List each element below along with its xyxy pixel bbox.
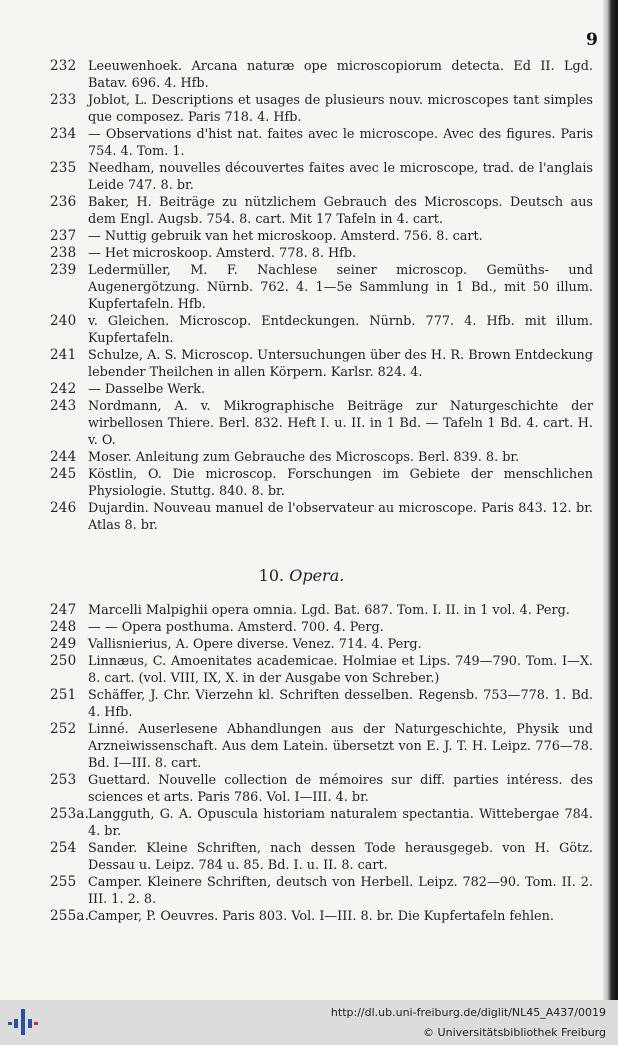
catalog-entry bbox=[50, 721, 593, 772]
entry-number: 236 bbox=[50, 194, 77, 210]
entry-number: 246 bbox=[50, 500, 77, 516]
entry-number: 253 bbox=[50, 772, 77, 788]
catalog-entry bbox=[50, 92, 593, 126]
catalog-entry bbox=[50, 381, 593, 398]
entry-text: v. Gleichen. Microscop. Entdeckungen. Nürnb. 777. 4. Hfb. mit illum. Kupfertafeln. bbox=[88, 314, 593, 346]
entry-text: Schulze, A. S. Microscop. Untersuchungen über des H. R. Brown Entdeckung lebender Theilchen in allen Körpern. Karlsr. 824. 4. bbox=[88, 348, 593, 380]
entry-text: — Dasselbe Werk. bbox=[88, 382, 206, 397]
entry-text: Camper. Kleinere Schriften, deutsch von Herbell. Leipz. 782—90. Tom. II. 2. III. 1. 2. 8. bbox=[88, 875, 593, 907]
catalog-entries-top bbox=[50, 58, 593, 534]
footer-copyright: © Universitätsbibliothek Freiburg bbox=[423, 1026, 606, 1039]
entry-text: Köstlin, O. Die microscop. Forschungen im Gebiete der menschlichen Physiologie. Stuttg. 840. 8. br. bbox=[88, 467, 593, 499]
entry-number: 254 bbox=[50, 840, 77, 856]
entry-text: — Nuttig gebruik van het microskoop. Amsterd. 756. 8. cart. bbox=[88, 229, 483, 244]
entry-number: 253a. bbox=[50, 806, 90, 822]
catalog-entry bbox=[50, 126, 593, 160]
catalog-entry bbox=[50, 58, 593, 92]
catalog-entry bbox=[50, 772, 593, 806]
entry-text: Guettard. Nouvelle collection de mémoires sur diff. parties intéress. des sciences et arts. Paris 786. Vol. I—III. 4. br. bbox=[88, 773, 593, 805]
catalog-entries-bottom bbox=[50, 602, 593, 925]
catalog-entry bbox=[50, 500, 593, 534]
entry-text: Langguth, G. A. Opuscula historiam naturalem spectantia. Wittebergae 784. 4. br. bbox=[88, 807, 593, 839]
section-heading bbox=[0, 566, 603, 585]
book-spine-edge bbox=[603, 0, 618, 1000]
entry-number: 233 bbox=[50, 92, 77, 108]
catalog-entry bbox=[50, 636, 593, 653]
catalog-entry bbox=[50, 619, 593, 636]
entry-number: 255 bbox=[50, 874, 77, 890]
entry-number: 249 bbox=[50, 636, 77, 652]
catalog-entry bbox=[50, 466, 593, 500]
catalog-entry bbox=[50, 245, 593, 262]
entry-number: 237 bbox=[50, 228, 77, 244]
catalog-entry bbox=[50, 653, 593, 687]
entry-number: 235 bbox=[50, 160, 77, 176]
entry-number: 247 bbox=[50, 602, 77, 618]
entry-number: 252 bbox=[50, 721, 77, 737]
entry-text: Sander. Kleine Schriften, nach dessen Tode herausgegeb. von H. Götz. Dessau u. Leipz. 784 u. 85. Bd. I. u. II. 8. cart. bbox=[88, 841, 593, 873]
catalog-entry bbox=[50, 347, 593, 381]
entry-text: Leeuwenhoek. Arcana naturæ ope microscopiorum detecta. Ed II. Lgd. Batav. 696. 4. Hfb. bbox=[88, 59, 593, 91]
university-library-logo-icon bbox=[8, 1007, 38, 1037]
entry-number: 240 bbox=[50, 313, 77, 329]
catalog-entry bbox=[50, 228, 593, 245]
catalog-entry bbox=[50, 602, 593, 619]
entry-text: Vallisnierius, A. Opere diverse. Venez. 714. 4. Perg. bbox=[88, 637, 422, 652]
entry-text: Baker, H. Beiträge zu nützlichem Gebrauch des Microscops. Deutsch aus dem Engl. Augsb. 754. 8. cart. Mit 17 Tafeln in 4. cart. bbox=[88, 195, 593, 227]
entry-number: 250 bbox=[50, 653, 77, 669]
entry-text: Linnæus, C. Amoenitates academicae. Holmiae et Lips. 749—790. Tom. I—X. 8. cart. (vol. VIII, IX, X. in der Ausgabe von Schreber.) bbox=[88, 654, 593, 686]
catalog-entry bbox=[50, 313, 593, 347]
entry-text: Joblot, L. Descriptions et usages de plusieurs nouv. microscopes tant simples que composez. Paris 718. 4. Hfb. bbox=[88, 93, 593, 125]
catalog-entry bbox=[50, 262, 593, 313]
entry-number: 238 bbox=[50, 245, 77, 261]
section-title: Opera. bbox=[289, 566, 345, 585]
catalog-entry bbox=[50, 874, 593, 908]
entry-number: 239 bbox=[50, 262, 77, 278]
entry-number: 242 bbox=[50, 381, 77, 397]
entry-number: 255a. bbox=[50, 908, 90, 924]
catalog-entry bbox=[50, 840, 593, 874]
catalog-entry bbox=[50, 194, 593, 228]
entry-number: 243 bbox=[50, 398, 77, 414]
footer-url-link[interactable]: http://dl.ub.uni-freiburg.de/diglit/NL45_A437/0019 bbox=[330, 1006, 606, 1019]
catalog-entry bbox=[50, 806, 593, 840]
entry-text: Ledermüller, M. F. Nachlese seiner microscop. Gemüths- und Augenergötzung. Nürnb. 762. 4. 1—5e Sammlung in 1 Bd., mit 50 illum. Kupfertafeln. Hfb. bbox=[88, 263, 593, 312]
entry-text: Schäffer, J. Chr. Vierzehn kl. Schriften desselben. Regensb. 753—778. 1. Bd. 4. Hfb. bbox=[88, 688, 593, 720]
entry-number: 245 bbox=[50, 466, 77, 482]
entry-text: Dujardin. Nouveau manuel de l'observateur au microscope. Paris 843. 12. br. Atlas 8. br. bbox=[88, 501, 593, 533]
entry-text: — — Opera posthuma. Amsterd. 700. 4. Perg. bbox=[88, 620, 384, 635]
entry-number: 248 bbox=[50, 619, 77, 635]
entry-text: Needham, nouvelles découvertes faites avec le microscope, trad. de l'anglais Leide 747. 8. br. bbox=[88, 161, 593, 193]
entry-number: 232 bbox=[50, 58, 77, 74]
catalog-entry bbox=[50, 687, 593, 721]
page-number: 9 bbox=[586, 30, 598, 50]
entry-number: 234 bbox=[50, 126, 77, 142]
entry-text: Marcelli Malpighii opera omnia. Lgd. Bat. 687. Tom. I. II. in 1 vol. 4. Perg. bbox=[88, 603, 570, 618]
entry-text: — Het microskoop. Amsterd. 778. 8. Hfb. bbox=[88, 246, 357, 261]
catalog-entry bbox=[50, 160, 593, 194]
entry-text: Nordmann, A. v. Mikrographische Beiträge zur Naturgeschichte der wirbellosen Thiere. Berl. 832. Heft I. u. II. in 1 Bd. — Tafeln 1 Bd. 4. cart. H. v. O. bbox=[88, 399, 593, 448]
entry-number: 251 bbox=[50, 687, 77, 703]
catalog-entry bbox=[50, 449, 593, 466]
entry-text: Linné. Auserlesene Abhandlungen aus der Naturgeschichte, Physik und Arzneiwissenschaft. Aus dem Latein. übersetzt von E. J. T. H. Leipz. 776—78. Bd. I—III. 8. cart. bbox=[88, 722, 593, 771]
entry-text: — Observations d'hist nat. faites avec le microscope. Avec des figures. Paris 754. 4. Tom. 1. bbox=[88, 127, 593, 159]
section-number: 10. bbox=[258, 566, 285, 585]
entry-text: Camper, P. Oeuvres. Paris 803. Vol. I—III. 8. br. Die Kupfertafeln fehlen. bbox=[88, 909, 554, 924]
entry-text: Moser. Anleitung zum Gebrauche des Microscops. Berl. 839. 8. br. bbox=[88, 450, 520, 465]
entry-number: 241 bbox=[50, 347, 77, 363]
catalog-entry bbox=[50, 398, 593, 449]
catalog-entry bbox=[50, 908, 593, 925]
entry-number: 244 bbox=[50, 449, 77, 465]
